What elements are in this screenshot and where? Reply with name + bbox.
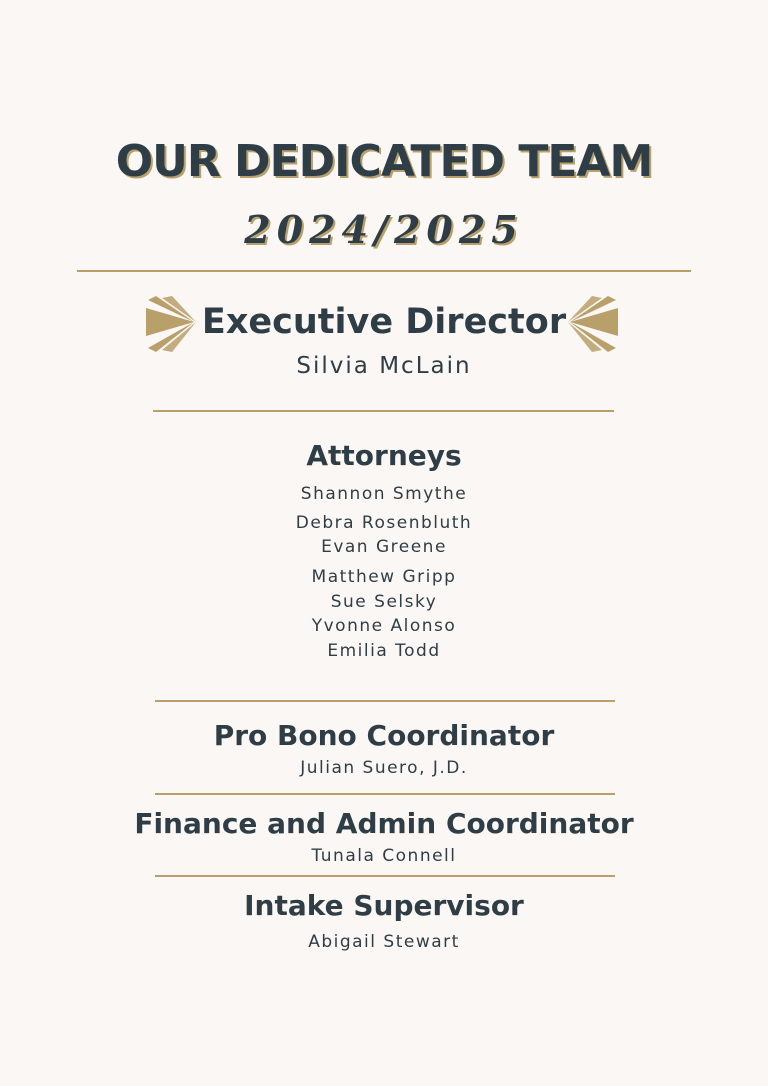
- divider-attorneys: [155, 700, 615, 702]
- pro-bono-name: Julian Suero, J.D.: [300, 758, 468, 778]
- attorney-name: Matthew Gripp: [311, 567, 457, 587]
- executive-director-heading: Executive Director: [201, 302, 567, 342]
- divider-executive: [153, 410, 614, 412]
- finance-heading: Finance and Admin Coordinator: [134, 807, 634, 840]
- executive-director-name: Silvia McLain: [296, 353, 472, 379]
- attorney-name: Emilia Todd: [327, 641, 441, 661]
- pro-bono-heading: Pro Bono Coordinator: [213, 719, 555, 752]
- art-deco-fan-right-icon: [566, 296, 618, 352]
- intake-name: Abigail Stewart: [308, 932, 460, 952]
- attorney-name: Debra Rosenbluth: [295, 513, 473, 533]
- attorney-name: Shannon Smythe: [300, 484, 468, 504]
- page-title: OUR DEDICATED TEAM: [115, 136, 653, 187]
- attorneys-heading: Attorneys: [306, 439, 462, 472]
- finance-name: Tunala Connell: [311, 846, 457, 866]
- year-subtitle: 2024/2025: [244, 207, 524, 252]
- divider-finance: [155, 875, 615, 877]
- attorney-name: Yvonne Alonso: [311, 616, 457, 636]
- attorney-name: Evan Greene: [321, 537, 447, 557]
- intake-heading: Intake Supervisor: [244, 889, 524, 922]
- attorney-name: Sue Selsky: [330, 592, 438, 612]
- executive-section: [0, 296, 768, 352]
- divider-top: [77, 270, 691, 272]
- divider-pro-bono: [155, 793, 615, 795]
